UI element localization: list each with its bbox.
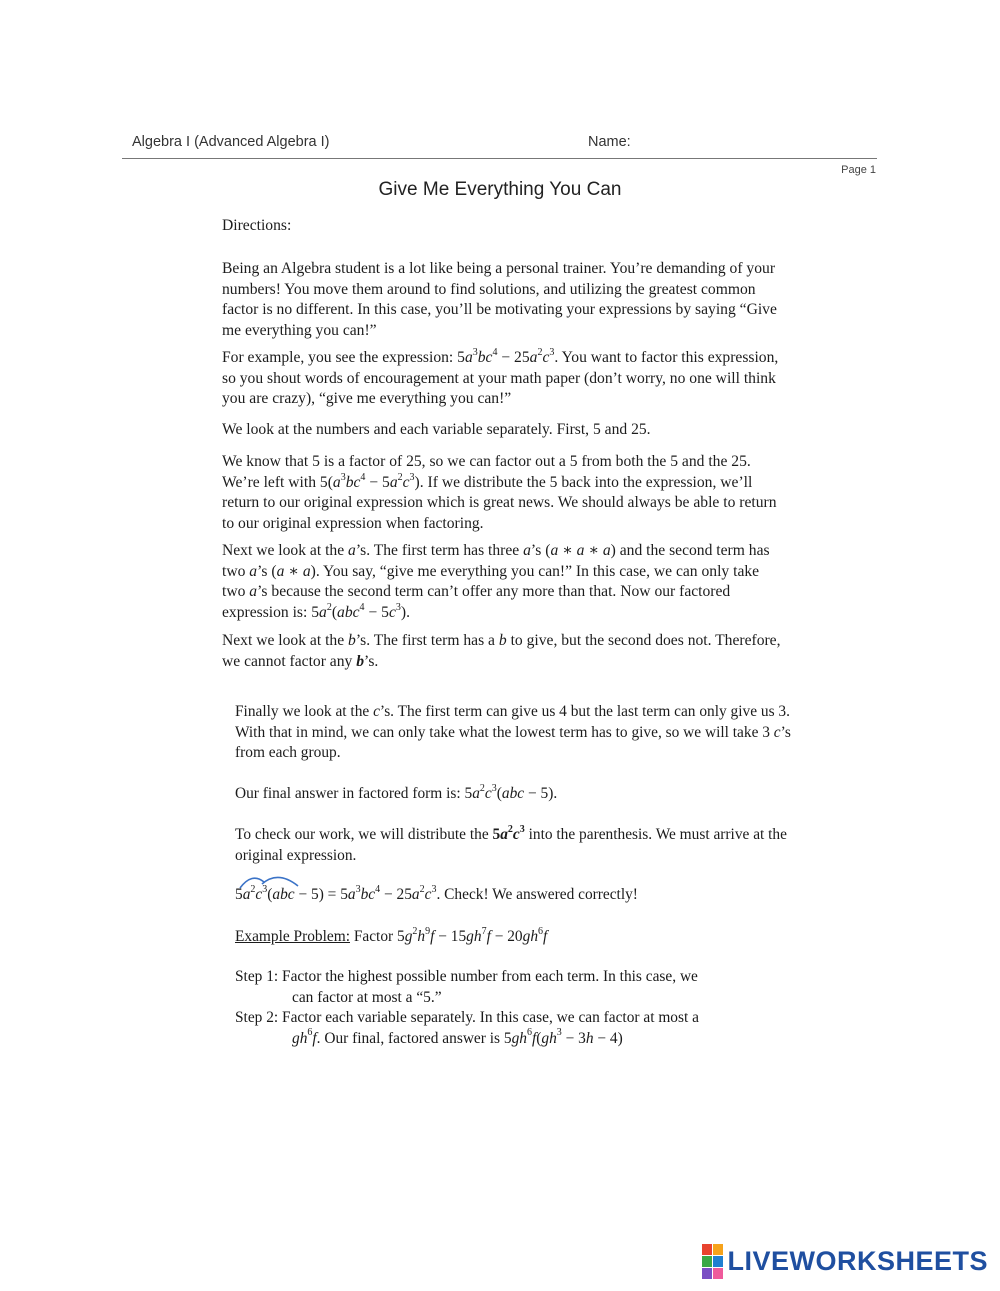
page-number: Page 1 (841, 164, 876, 176)
course-title: Algebra I (Advanced Algebra I) (132, 134, 330, 150)
c-variable-paragraph: Finally we look at the c’s. The first term can give us 4 but the last term can only give us 3. With that in mind, we can only take what the lowest term has to give, so we will take 3 c’s from each group. (235, 703, 791, 762)
b-variable-paragraph: Next we look at the b’s. The first term has a b to give, but the second does not. Therefore, we cannot factor any b’s. (222, 632, 781, 670)
check-equation: $5a^2c^3(abc - 5) = 5a^3bc^4 - 25a^2c^3$. Check! We answered correctly! (235, 883, 638, 903)
step-1: Step 1: Factor the highest possible number from each term. In this case, we can factor at most a “5.” (235, 968, 698, 1006)
logo-tile (702, 1268, 712, 1279)
intro-paragraph: Being an Algebra student is a lot like being a personal trainer. You’re demanding of your numbers! You move them around to find solutions, and utilizing the greatest common factor is no different. In this case, you’ll be motivating your expressions by saying “Give me everything you can!” (222, 260, 777, 340)
step-1-label: Step 1 (235, 968, 274, 985)
numbers-paragraph: We look at the numbers and each variable separately. First, 5 and 25. (222, 421, 651, 438)
logo-icon (702, 1244, 723, 1279)
page-title: Give Me Everything You Can (378, 179, 622, 200)
name-label: Name: (588, 134, 631, 150)
example-problem: Example Problem: Factor $5g^2h^9f - 15gh^7f - 20gh^6f$ (235, 925, 548, 945)
logo-tile (713, 1268, 723, 1279)
final-answer-paragraph: Our final answer in factored form is: $5a^2c^3(abc - 5)$. (235, 782, 558, 802)
logo-text: LIVEWORKSHEETS (727, 1245, 988, 1276)
step-2: Step 2: Factor each variable separately. In this case, we can factor at most a $gh^6f$. Our final, factored answer is $5gh^6f(gh^3 - 3h - 4)$ (235, 1009, 699, 1047)
step-2-label: Step 2 (235, 1009, 274, 1026)
logo-tile (702, 1256, 712, 1267)
directions-label: Directions: (222, 217, 292, 234)
a-variable-paragraph: Next we look at the a’s. The first term has three a’s (a ∗ a ∗ a) and the second term has two a’s (a ∗ a). You say, “give me everything you can!” In this case, we can only take two a’s because the second term can’t offer any more than that. Now our factored expression is: $5a^2(abc^4 - 5c^3)$. (222, 542, 770, 622)
logo-tile (713, 1256, 723, 1267)
factor-five-paragraph: We know that 5 is a factor of 25, so we can factor out a 5 from both the 5 and the 25. We’re left with $5(a^3bc^4 - 5a^2c^3)$. If we distribute the 5 back into the expression, we’ll return to our original expression which is great news. We should always be able to return to our original expression when factoring. (222, 453, 777, 533)
logo-tile (702, 1244, 712, 1255)
header-divider (122, 158, 877, 159)
example-paragraph: For example, you see the expression: $5a^3bc^4 - 25a^2c^3$. You want to factor this expression, so you shout words of encouragement at your math paper (don’t worry, no one will think you are crazy), “give me everything you can!” (222, 346, 779, 408)
check-paragraph: To check our work, we will distribute the $5a^2c^3$ into the parenthesis. We must arrive at the original expression. (235, 823, 787, 864)
logo-tile (713, 1244, 723, 1255)
liveworksheets-logo[interactable] (702, 1245, 988, 1277)
